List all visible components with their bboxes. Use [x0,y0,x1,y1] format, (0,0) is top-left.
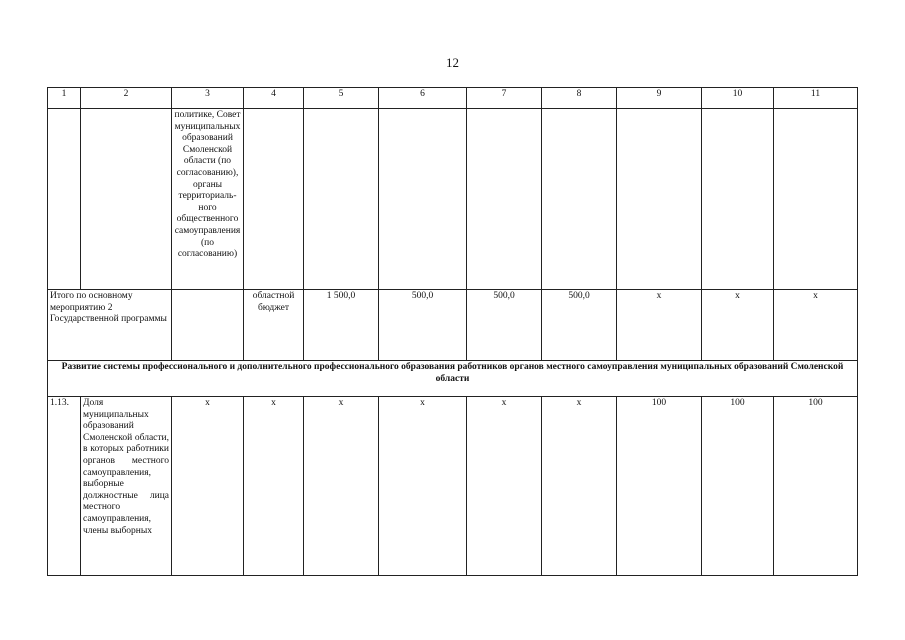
table-cell: x [244,397,304,576]
year-amount-cell: 500,0 [542,290,617,361]
column-number: 4 [244,88,304,109]
column-number: 8 [542,88,617,109]
column-number: 3 [172,88,244,109]
total-label-cell: Итого по основному мероприятию 2 Государственной программы [48,290,172,361]
table-row-total [48,290,858,361]
column-number: 5 [304,88,379,109]
table-cell [702,109,774,290]
funding-source-cell: областной бюджет [244,290,304,361]
column-number: 11 [774,88,858,109]
table-cell: x [172,397,244,576]
indicator-value-cell: 100 [617,397,702,576]
executors-cell: политике, Совет муниципальных образований Смоленской области (по согласованию), органы территориаль-ного общественного самоуправления (по согласованию) [172,109,244,290]
column-number: 6 [379,88,467,109]
table-cell: x [304,397,379,576]
table-cell [48,109,81,290]
table-cell: x [467,397,542,576]
table-cell [617,109,702,290]
table-row-continuation [48,109,858,290]
column-number: 7 [467,88,542,109]
indicator-cell: x [774,290,858,361]
total-amount-cell: 1 500,0 [304,290,379,361]
column-number: 10 [702,88,774,109]
column-number-row [48,88,858,109]
page-number: 12 [446,55,459,70]
table-cell [81,109,172,290]
indicator-cell: x [617,290,702,361]
table-cell [774,109,858,290]
indicator-cell: x [702,290,774,361]
table-cell [467,109,542,290]
table-cell [542,109,617,290]
column-number: 9 [617,88,702,109]
table-cell: x [379,397,467,576]
table-cell [172,290,244,361]
table-cell: x [542,397,617,576]
year-amount-cell: 500,0 [379,290,467,361]
table-row-1-13 [48,397,858,576]
indicator-name-cell: Доля муниципальных образований Смоленской области, в которых работники органов местного самоуправления, выборные должностные лица местного самоуправления, члены выборных [81,397,172,576]
table-cell [244,109,304,290]
table-cell [379,109,467,290]
program-table [47,87,858,576]
column-number: 2 [81,88,172,109]
section-heading-row [48,361,858,397]
table-cell [304,109,379,290]
section-heading: Развитие системы профессионального и дополнительного профессионального образования работников органов местного самоуправления муниципальных образований Смоленской области [48,361,858,397]
year-amount-cell: 500,0 [467,290,542,361]
indicator-value-cell: 100 [774,397,858,576]
column-number: 1 [48,88,81,109]
row-number-cell: 1.13. [48,397,81,576]
indicator-value-cell: 100 [702,397,774,576]
